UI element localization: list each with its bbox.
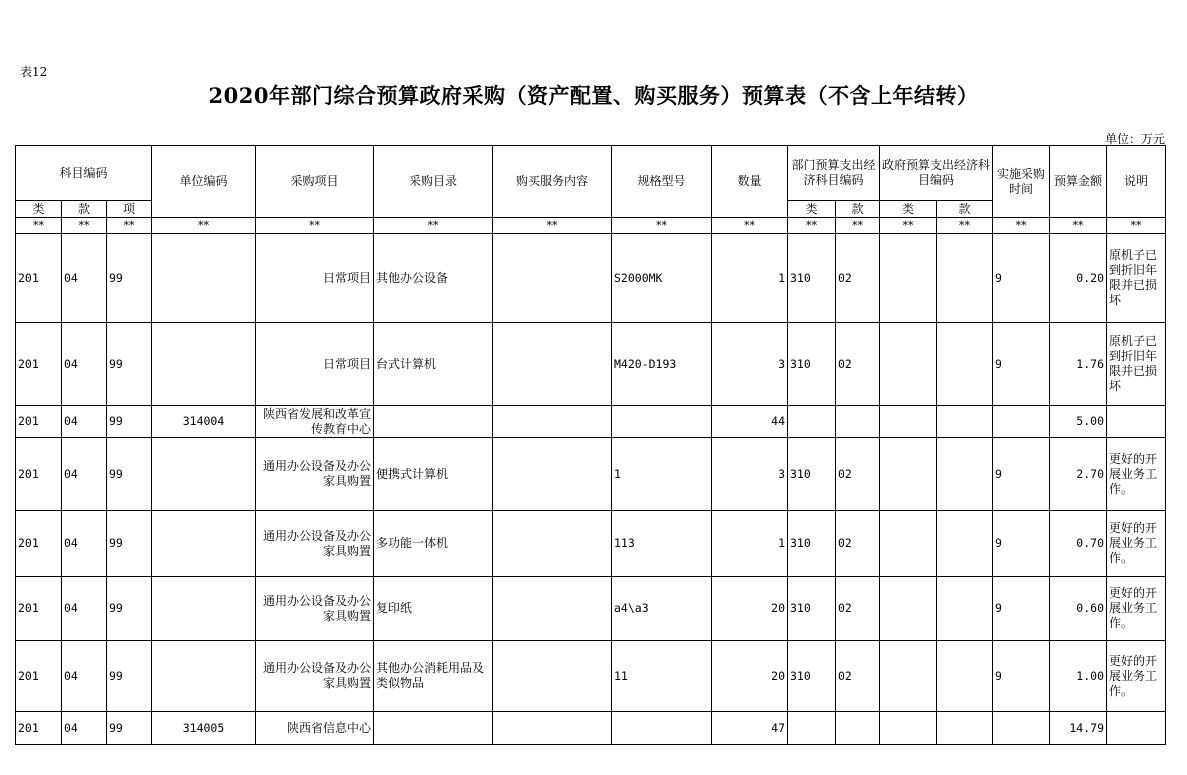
cell-xiang: 99 [107,406,152,438]
cell-service-content [493,323,612,406]
cell-dept-kuan: 02 [836,234,880,323]
cell-lei: 201 [16,406,62,438]
cell-purchase-catalog: 多功能一体机 [374,511,493,577]
table-row [16,641,1166,712]
cell-amount: 2.70 [1050,438,1107,511]
cell-xiang: 99 [107,511,152,577]
cell-purchase-catalog: 其他办公消耗用品及类似物品 [374,641,493,712]
cell-quantity: 20 [712,577,788,641]
cell-note: 更好的开展业务工作。 [1107,511,1166,577]
cell-service-content [493,577,612,641]
placeholder-cell: ** [1050,218,1107,234]
placeholder-cell: ** [493,218,612,234]
cell-impl-time [993,712,1050,745]
cell-dept-lei: 310 [788,234,836,323]
table-body [16,234,1166,745]
cell-note: 更好的开展业务工作。 [1107,577,1166,641]
cell-note [1107,406,1166,438]
cell-unit-code [152,234,256,323]
header-impl-time: 实施采购时间 [993,146,1050,218]
table-row [16,323,1166,406]
header-gov-kuan: 款 [937,201,993,218]
cell-kuan: 04 [62,234,107,323]
cell-gov-lei [880,234,937,323]
cell-service-content [493,641,612,712]
placeholder-cell: ** [16,218,62,234]
cell-impl-time: 9 [993,438,1050,511]
cell-gov-kuan [937,712,993,745]
budget-table [15,145,1166,745]
placeholder-cell: ** [107,218,152,234]
cell-dept-kuan [836,406,880,438]
cell-purchase-catalog [374,406,493,438]
cell-kuan: 04 [62,577,107,641]
cell-impl-time: 9 [993,577,1050,641]
placeholder-cell: ** [374,218,493,234]
cell-amount: 0.70 [1050,511,1107,577]
cell-kuan: 04 [62,323,107,406]
cell-gov-lei [880,438,937,511]
table-row [16,234,1166,323]
cell-amount: 14.79 [1050,712,1107,745]
cell-purchase-item: 日常项目 [256,323,374,406]
cell-service-content [493,234,612,323]
cell-quantity: 20 [712,641,788,712]
cell-spec: 1 [612,438,712,511]
placeholder-cell: ** [788,218,836,234]
cell-xiang: 99 [107,323,152,406]
cell-spec [612,406,712,438]
cell-spec: S2000MK [612,234,712,323]
header-dept-lei: 类 [788,201,836,218]
cell-gov-kuan [937,406,993,438]
header-note: 说明 [1107,146,1166,218]
cell-impl-time: 9 [993,234,1050,323]
cell-purchase-catalog: 复印纸 [374,577,493,641]
cell-note: 原机子已到折旧年限并已损坏 [1107,323,1166,406]
cell-unit-code: 314004 [152,406,256,438]
cell-service-content [493,712,612,745]
cell-service-content [493,511,612,577]
placeholder-cell: ** [152,218,256,234]
table-row [16,712,1166,745]
cell-gov-lei [880,641,937,712]
cell-lei: 201 [16,712,62,745]
header-purchase-item: 采购项目 [256,146,374,218]
cell-dept-kuan: 02 [836,438,880,511]
unit-label: 单位：万元 [1104,132,1165,146]
cell-kuan: 04 [62,712,107,745]
cell-purchase-item: 陕西省信息中心 [256,712,374,745]
cell-quantity: 44 [712,406,788,438]
cell-gov-kuan [937,234,993,323]
cell-gov-lei [880,511,937,577]
header-xiang: 项 [107,201,152,218]
table-number: 表12 [20,65,48,79]
header-unit-code: 单位编码 [152,146,256,218]
cell-lei: 201 [16,511,62,577]
placeholder-row [16,218,1166,234]
cell-dept-lei: 310 [788,323,836,406]
cell-impl-time: 9 [993,641,1050,712]
cell-kuan: 04 [62,511,107,577]
cell-gov-lei [880,712,937,745]
cell-purchase-item: 通用办公设备及办公家具购置 [256,438,374,511]
cell-dept-kuan: 02 [836,511,880,577]
cell-note: 更好的开展业务工作。 [1107,641,1166,712]
cell-dept-lei: 310 [788,577,836,641]
cell-dept-lei: 310 [788,641,836,712]
placeholder-cell: ** [1107,218,1166,234]
cell-unit-code [152,323,256,406]
cell-amount: 5.00 [1050,406,1107,438]
cell-amount: 1.76 [1050,323,1107,406]
header-subject-code: 科目编码 [16,146,152,201]
cell-unit-code [152,511,256,577]
cell-lei: 201 [16,438,62,511]
cell-kuan: 04 [62,438,107,511]
cell-service-content [493,406,612,438]
placeholder-cell: ** [256,218,374,234]
placeholder-cell: ** [612,218,712,234]
table-row [16,406,1166,438]
cell-dept-kuan: 02 [836,641,880,712]
cell-xiang: 99 [107,641,152,712]
placeholder-cell: ** [993,218,1050,234]
cell-service-content [493,438,612,511]
cell-lei: 201 [16,641,62,712]
table-header [16,146,1166,234]
cell-impl-time: 9 [993,511,1050,577]
cell-kuan: 04 [62,406,107,438]
table-row [16,438,1166,511]
placeholder-cell: ** [880,218,937,234]
cell-quantity: 47 [712,712,788,745]
cell-gov-lei [880,323,937,406]
header-dept-kuan: 款 [836,201,880,218]
header-spec: 规格型号 [612,146,712,218]
cell-xiang: 99 [107,712,152,745]
cell-dept-lei [788,712,836,745]
placeholder-cell: ** [836,218,880,234]
cell-spec: 113 [612,511,712,577]
cell-gov-lei [880,577,937,641]
cell-lei: 201 [16,323,62,406]
cell-purchase-item: 陕西省发展和改革宣传教育中心 [256,406,374,438]
cell-lei: 201 [16,234,62,323]
placeholder-cell: ** [62,218,107,234]
cell-spec: a4\a3 [612,577,712,641]
cell-purchase-catalog: 便携式计算机 [374,438,493,511]
cell-purchase-item: 通用办公设备及办公家具购置 [256,641,374,712]
cell-purchase-catalog: 其他办公设备 [374,234,493,323]
table-row [16,577,1166,641]
cell-purchase-item: 通用办公设备及办公家具购置 [256,511,374,577]
cell-spec: M420-D193 [612,323,712,406]
header-lei: 类 [16,201,62,218]
cell-purchase-item: 日常项目 [256,234,374,323]
header-amount: 预算金额 [1050,146,1107,218]
cell-dept-lei: 310 [788,511,836,577]
document-title: 2020年部门综合预算政府采购（资产配置、购买服务）预算表（不含上年结转） [208,83,979,108]
header-kuan: 款 [62,201,107,218]
cell-purchase-catalog: 台式计算机 [374,323,493,406]
cell-dept-lei: 310 [788,438,836,511]
cell-note: 原机子已到折旧年限并已损坏 [1107,234,1166,323]
cell-impl-time: 9 [993,323,1050,406]
cell-kuan: 04 [62,641,107,712]
cell-unit-code: 314005 [152,712,256,745]
cell-quantity: 1 [712,511,788,577]
cell-xiang: 99 [107,234,152,323]
cell-spec [612,712,712,745]
header-gov-lei: 类 [880,201,937,218]
cell-quantity: 3 [712,438,788,511]
cell-unit-code [152,641,256,712]
placeholder-cell: ** [937,218,993,234]
cell-gov-lei [880,406,937,438]
cell-dept-kuan [836,712,880,745]
cell-dept-kuan: 02 [836,323,880,406]
cell-quantity: 3 [712,323,788,406]
cell-purchase-catalog [374,712,493,745]
cell-amount: 0.60 [1050,577,1107,641]
cell-gov-kuan [937,641,993,712]
cell-xiang: 99 [107,577,152,641]
cell-gov-kuan [937,577,993,641]
cell-gov-kuan [937,323,993,406]
cell-dept-lei [788,406,836,438]
placeholder-cell: ** [712,218,788,234]
cell-gov-kuan [937,438,993,511]
cell-amount: 0.20 [1050,234,1107,323]
cell-impl-time [993,406,1050,438]
cell-quantity: 1 [712,234,788,323]
header-service-content: 购买服务内容 [493,146,612,218]
table-row [16,511,1166,577]
header-gov-econ-code: 政府预算支出经济科目编码 [880,146,993,201]
cell-amount: 1.00 [1050,641,1107,712]
header-purchase-catalog: 采购目录 [374,146,493,218]
header-quantity: 数量 [712,146,788,218]
cell-gov-kuan [937,511,993,577]
cell-xiang: 99 [107,438,152,511]
cell-purchase-item: 通用办公设备及办公家具购置 [256,577,374,641]
header-dept-econ-code: 部门预算支出经济科目编码 [788,146,880,201]
cell-spec: 11 [612,641,712,712]
cell-unit-code [152,577,256,641]
cell-note [1107,712,1166,745]
cell-unit-code [152,438,256,511]
cell-note: 更好的开展业务工作。 [1107,438,1166,511]
cell-lei: 201 [16,577,62,641]
cell-dept-kuan: 02 [836,577,880,641]
